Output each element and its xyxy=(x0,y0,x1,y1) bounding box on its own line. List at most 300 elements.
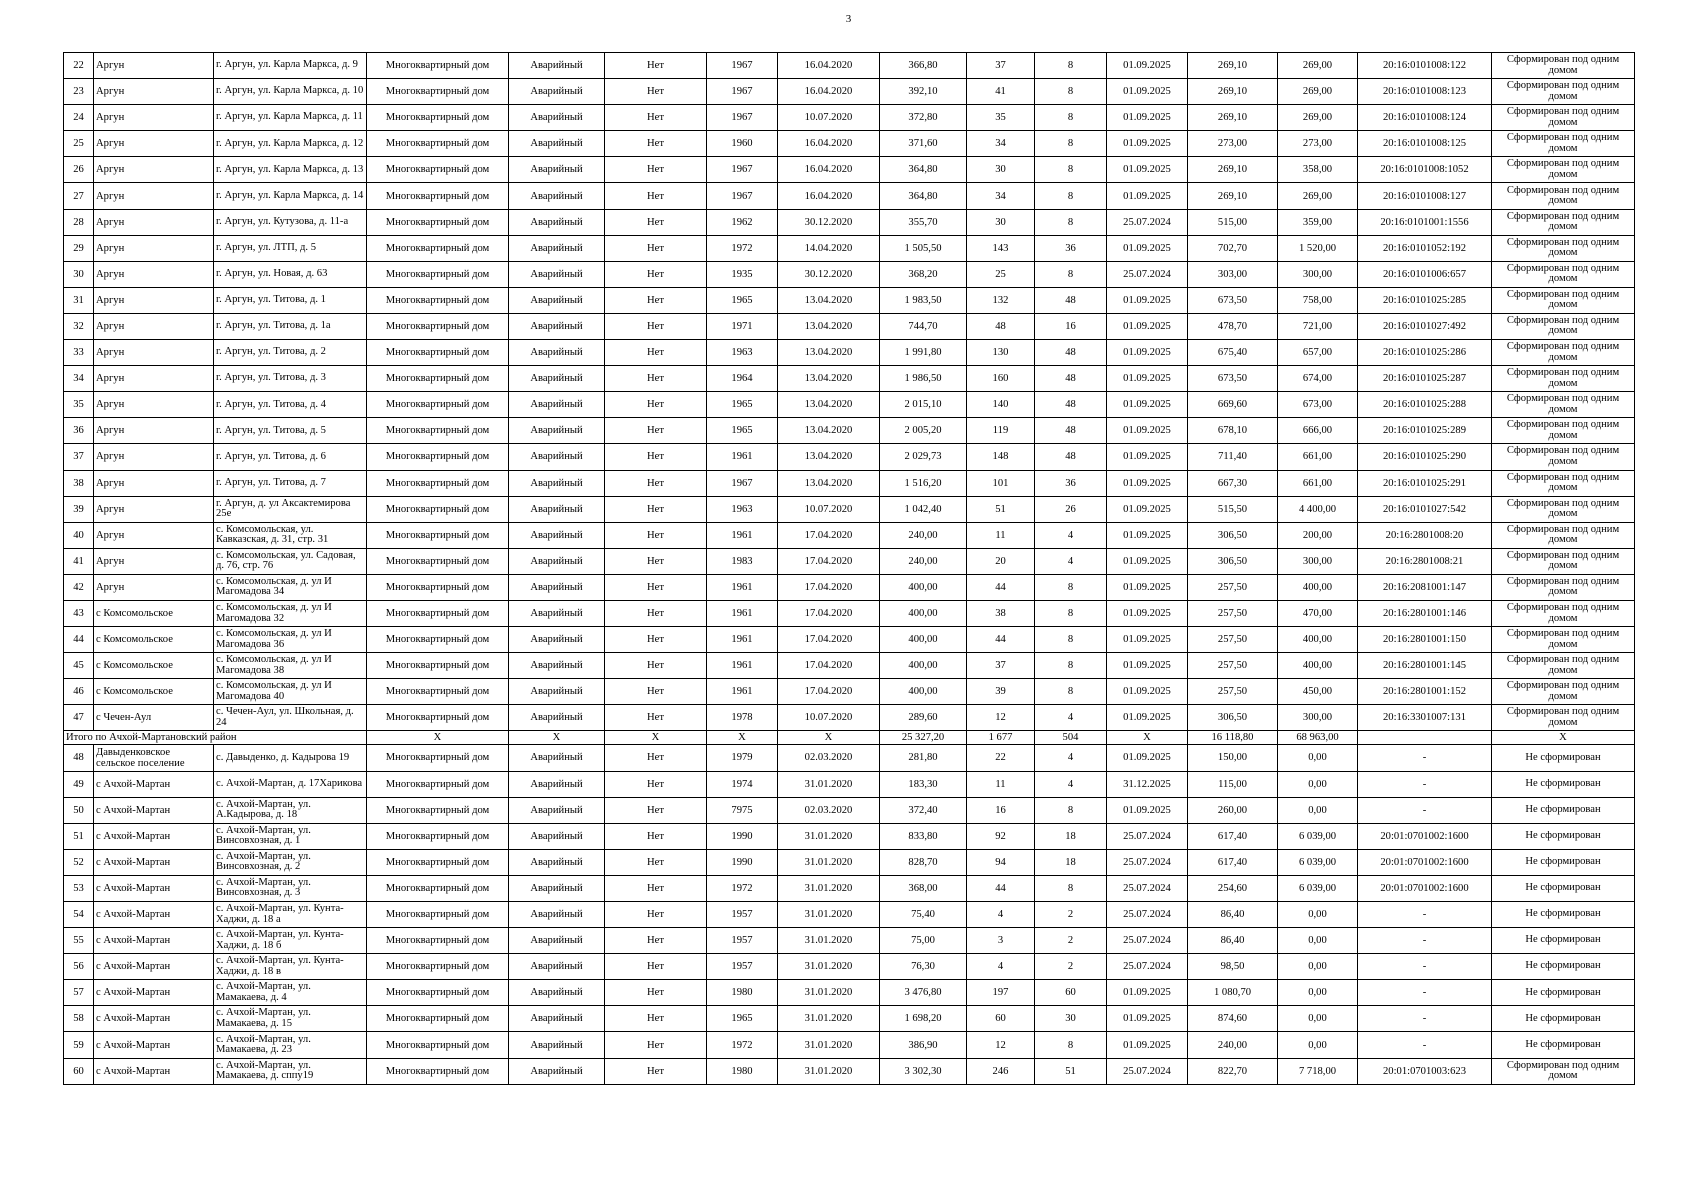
cell-area: 400,00 xyxy=(880,653,967,679)
cell-build-year: 1965 xyxy=(707,418,778,444)
table-row xyxy=(64,600,1635,626)
cell-cadastral-number: 20:16:0101006:657 xyxy=(1358,261,1492,287)
cell-residents: 51 xyxy=(967,496,1035,522)
cell-address: г. Аргун, ул. Титова, д. 4 xyxy=(214,392,367,418)
cell-area-b: 86,40 xyxy=(1188,902,1278,928)
cell-area-b: 675,40 xyxy=(1188,340,1278,366)
cell-residents: 4 xyxy=(967,902,1035,928)
cell-recognized: Нет xyxy=(605,105,707,131)
cell-row-number: 55 xyxy=(64,928,94,954)
cell-area-b: 306,50 xyxy=(1188,705,1278,731)
cell-recognition-date: 13.04.2020 xyxy=(778,418,880,444)
cell-area: 240,00 xyxy=(880,548,967,574)
cell-land-plot-status: Сформирован под одним домом xyxy=(1492,313,1635,339)
cell-residents: 44 xyxy=(967,627,1035,653)
cell-address: г. Аргун, ул. Титова, д. 6 xyxy=(214,444,367,470)
cell-area: 75,00 xyxy=(880,928,967,954)
cell-area-b: 257,50 xyxy=(1188,679,1278,705)
cell-recognized: Нет xyxy=(605,1032,707,1058)
cell-land-plot-status: Не сформирован xyxy=(1492,928,1635,954)
cell-resettlement-date: 01.09.2025 xyxy=(1107,548,1188,574)
cell-recognized: Нет xyxy=(605,980,707,1006)
cell-resettlement-date: 01.09.2025 xyxy=(1107,1032,1188,1058)
cell-area-b: 617,40 xyxy=(1188,823,1278,849)
cell-cadastral-number: - xyxy=(1358,1032,1492,1058)
cell-row-number: 40 xyxy=(64,522,94,548)
cell-municipality: с Ачхой-Мартан xyxy=(94,797,214,823)
cell-row-number: 30 xyxy=(64,261,94,287)
cell-condition: Аварийный xyxy=(509,679,605,705)
cell-address: г. Аргун, ул. Титова, д. 1 xyxy=(214,287,367,313)
cell-apartments: 18 xyxy=(1035,823,1107,849)
cell-area: 355,70 xyxy=(880,209,967,235)
cell-land-plot-status: Сформирован под одним домом xyxy=(1492,470,1635,496)
cell-resettlement-date: 25.07.2024 xyxy=(1107,209,1188,235)
cell-apartments: 4 xyxy=(1035,771,1107,797)
cell-building-type: Многоквартирный дом xyxy=(367,823,509,849)
cell-area-c: 300,00 xyxy=(1278,705,1358,731)
cell-condition: Аварийный xyxy=(509,875,605,901)
cell-recognition-date: 31.01.2020 xyxy=(778,849,880,875)
cell-address: с. Ачхой-Мартан, ул. А.Кадырова, д. 18 xyxy=(214,797,367,823)
cell-address: с. Ачхой-Мартан, ул. Мамакаева, д. 4 xyxy=(214,980,367,1006)
cell-recognized: Нет xyxy=(605,235,707,261)
cell-condition: Аварийный xyxy=(509,980,605,1006)
cell-area-c: 7 718,00 xyxy=(1278,1058,1358,1084)
cell-condition: Аварийный xyxy=(509,797,605,823)
cell-municipality: Аргун xyxy=(94,522,214,548)
cell-building-type: Многоквартирный дом xyxy=(367,131,509,157)
cell-condition: Аварийный xyxy=(509,53,605,79)
subtotal-cell-resettlement-date: X xyxy=(1107,731,1188,745)
cell-area-b: 273,00 xyxy=(1188,131,1278,157)
subtotal-cell-recognition-date: X xyxy=(778,731,880,745)
cell-area: 281,80 xyxy=(880,745,967,771)
cell-area-b: 269,10 xyxy=(1188,53,1278,79)
cell-cadastral-number: - xyxy=(1358,1006,1492,1032)
subtotal-row xyxy=(64,731,1635,745)
cell-residents: 160 xyxy=(967,366,1035,392)
cell-row-number: 31 xyxy=(64,287,94,313)
cell-build-year: 1962 xyxy=(707,209,778,235)
cell-area-c: 0,00 xyxy=(1278,928,1358,954)
cell-area: 183,30 xyxy=(880,771,967,797)
table-row xyxy=(64,470,1635,496)
cell-build-year: 1961 xyxy=(707,600,778,626)
cell-residents: 246 xyxy=(967,1058,1035,1084)
cell-recognition-date: 02.03.2020 xyxy=(778,797,880,823)
cell-area-c: 0,00 xyxy=(1278,797,1358,823)
cell-condition: Аварийный xyxy=(509,235,605,261)
cell-area-c: 400,00 xyxy=(1278,574,1358,600)
cell-build-year: 1935 xyxy=(707,261,778,287)
cell-recognition-date: 30.12.2020 xyxy=(778,209,880,235)
cell-area: 366,80 xyxy=(880,53,967,79)
cell-residents: 197 xyxy=(967,980,1035,1006)
cell-area-b: 269,10 xyxy=(1188,183,1278,209)
cell-cadastral-number: 20:16:2801008:21 xyxy=(1358,548,1492,574)
cell-cadastral-number: 20:16:0101008:125 xyxy=(1358,131,1492,157)
cell-area: 833,80 xyxy=(880,823,967,849)
cell-address: с. Комсомольская, д. ул И Магомадова 36 xyxy=(214,627,367,653)
cell-municipality: с Ачхой-Мартан xyxy=(94,1032,214,1058)
cell-residents: 11 xyxy=(967,771,1035,797)
cell-row-number: 44 xyxy=(64,627,94,653)
cell-land-plot-status: Не сформирован xyxy=(1492,875,1635,901)
cell-address: с. Ачхой-Мартан, ул. Винсовхозная, д. 2 xyxy=(214,849,367,875)
cell-row-number: 23 xyxy=(64,79,94,105)
cell-residents: 119 xyxy=(967,418,1035,444)
cell-area-c: 300,00 xyxy=(1278,548,1358,574)
cell-recognized: Нет xyxy=(605,261,707,287)
cell-recognition-date: 31.01.2020 xyxy=(778,771,880,797)
cell-residents: 38 xyxy=(967,600,1035,626)
cell-address: г. Аргун, д. ул Аксактемирова 25е xyxy=(214,496,367,522)
cell-recognition-date: 10.07.2020 xyxy=(778,496,880,522)
cell-municipality: с Ачхой-Мартан xyxy=(94,875,214,901)
cell-build-year: 1972 xyxy=(707,235,778,261)
cell-recognized: Нет xyxy=(605,209,707,235)
cell-condition: Аварийный xyxy=(509,79,605,105)
cell-resettlement-date: 01.09.2025 xyxy=(1107,235,1188,261)
cell-municipality: Аргун xyxy=(94,287,214,313)
cell-recognition-date: 31.01.2020 xyxy=(778,1032,880,1058)
cell-apartments: 2 xyxy=(1035,902,1107,928)
cell-address: с. Чечен-Аул, ул. Школьная, д. 24 xyxy=(214,705,367,731)
cell-residents: 101 xyxy=(967,470,1035,496)
cell-row-number: 51 xyxy=(64,823,94,849)
cell-build-year: 1961 xyxy=(707,627,778,653)
cell-area-c: 0,00 xyxy=(1278,1032,1358,1058)
cell-area-c: 0,00 xyxy=(1278,745,1358,771)
cell-apartments: 8 xyxy=(1035,183,1107,209)
cell-address: г. Аргун, ул. Титова, д. 7 xyxy=(214,470,367,496)
cell-cadastral-number: 20:16:0101025:290 xyxy=(1358,444,1492,470)
table-row xyxy=(64,209,1635,235)
table-row xyxy=(64,954,1635,980)
cell-area-b: 711,40 xyxy=(1188,444,1278,470)
cell-resettlement-date: 01.09.2025 xyxy=(1107,105,1188,131)
cell-building-type: Многоквартирный дом xyxy=(367,209,509,235)
table-row xyxy=(64,548,1635,574)
cell-municipality: с Ачхой-Мартан xyxy=(94,928,214,954)
cell-municipality: Аргун xyxy=(94,53,214,79)
cell-building-type: Многоквартирный дом xyxy=(367,849,509,875)
cell-address: с. Ачхой-Мартан, ул. Мамакаева, д. 15 xyxy=(214,1006,367,1032)
cell-recognized: Нет xyxy=(605,771,707,797)
cell-area-b: 1 080,70 xyxy=(1188,980,1278,1006)
cell-municipality: с Ачхой-Мартан xyxy=(94,1006,214,1032)
cell-condition: Аварийный xyxy=(509,131,605,157)
cell-area-b: 822,70 xyxy=(1188,1058,1278,1084)
cell-build-year: 1990 xyxy=(707,823,778,849)
cell-recognition-date: 10.07.2020 xyxy=(778,105,880,131)
cell-address: с. Комсомольская, д. ул И Магомадова 38 xyxy=(214,653,367,679)
cell-area-b: 269,10 xyxy=(1188,79,1278,105)
cell-area: 364,80 xyxy=(880,157,967,183)
cell-municipality: с Комсомольское xyxy=(94,600,214,626)
cell-land-plot-status: Сформирован под одним домом xyxy=(1492,418,1635,444)
cell-land-plot-status: Сформирован под одним домом xyxy=(1492,653,1635,679)
cell-resettlement-date: 25.07.2024 xyxy=(1107,261,1188,287)
cell-area-b: 257,50 xyxy=(1188,600,1278,626)
cell-condition: Аварийный xyxy=(509,771,605,797)
cell-land-plot-status: Сформирован под одним домом xyxy=(1492,522,1635,548)
cell-address: с. Ачхой-Мартан, ул. Кунта-Хаджи, д. 18 б xyxy=(214,928,367,954)
cell-apartments: 8 xyxy=(1035,679,1107,705)
cell-recognized: Нет xyxy=(605,600,707,626)
cell-area: 75,40 xyxy=(880,902,967,928)
cell-condition: Аварийный xyxy=(509,705,605,731)
cell-row-number: 46 xyxy=(64,679,94,705)
cell-build-year: 1957 xyxy=(707,954,778,980)
cell-recognized: Нет xyxy=(605,496,707,522)
cell-recognition-date: 31.01.2020 xyxy=(778,823,880,849)
cell-apartments: 8 xyxy=(1035,79,1107,105)
cell-build-year: 1967 xyxy=(707,53,778,79)
cell-apartments: 8 xyxy=(1035,653,1107,679)
table-row xyxy=(64,392,1635,418)
cell-recognition-date: 13.04.2020 xyxy=(778,313,880,339)
cell-apartments: 30 xyxy=(1035,1006,1107,1032)
cell-area-c: 200,00 xyxy=(1278,522,1358,548)
cell-apartments: 18 xyxy=(1035,849,1107,875)
cell-recognized: Нет xyxy=(605,79,707,105)
cell-resettlement-date: 25.07.2024 xyxy=(1107,954,1188,980)
cell-apartments: 16 xyxy=(1035,313,1107,339)
cell-condition: Аварийный xyxy=(509,745,605,771)
cell-land-plot-status: Сформирован под одним домом xyxy=(1492,548,1635,574)
cell-row-number: 43 xyxy=(64,600,94,626)
cell-build-year: 1967 xyxy=(707,105,778,131)
cell-area-c: 470,00 xyxy=(1278,600,1358,626)
cell-build-year: 1963 xyxy=(707,496,778,522)
cell-build-year: 1965 xyxy=(707,287,778,313)
cell-recognized: Нет xyxy=(605,392,707,418)
cell-row-number: 59 xyxy=(64,1032,94,1058)
cell-area: 1 991,80 xyxy=(880,340,967,366)
table-row xyxy=(64,928,1635,954)
cell-address: г. Аргун, ул. Карла Маркса, д. 12 xyxy=(214,131,367,157)
cell-residents: 92 xyxy=(967,823,1035,849)
table-row xyxy=(64,849,1635,875)
cell-area-c: 0,00 xyxy=(1278,771,1358,797)
table-row xyxy=(64,235,1635,261)
cell-resettlement-date: 01.09.2025 xyxy=(1107,627,1188,653)
cell-apartments: 48 xyxy=(1035,392,1107,418)
cell-recognized: Нет xyxy=(605,705,707,731)
cell-municipality: Аргун xyxy=(94,105,214,131)
cell-area-c: 0,00 xyxy=(1278,980,1358,1006)
table-row xyxy=(64,131,1635,157)
cell-condition: Аварийный xyxy=(509,392,605,418)
cell-residents: 44 xyxy=(967,875,1035,901)
cell-condition: Аварийный xyxy=(509,902,605,928)
subtotal-cell-cadastral-number xyxy=(1358,731,1492,745)
cell-cadastral-number: 20:16:2801001:150 xyxy=(1358,627,1492,653)
cell-area: 400,00 xyxy=(880,574,967,600)
cell-area: 2 015,10 xyxy=(880,392,967,418)
cell-area: 364,80 xyxy=(880,183,967,209)
cell-recognized: Нет xyxy=(605,183,707,209)
cell-municipality: Аргун xyxy=(94,313,214,339)
cell-address: с. Ачхой-Мартан, ул. Мамакаева, д. 23 xyxy=(214,1032,367,1058)
subtotal-cell-building-type: X xyxy=(367,731,509,745)
cell-condition: Аварийный xyxy=(509,105,605,131)
cell-land-plot-status: Сформирован под одним домом xyxy=(1492,53,1635,79)
cell-municipality: с Ачхой-Мартан xyxy=(94,980,214,1006)
cell-area: 400,00 xyxy=(880,600,967,626)
cell-recognized: Нет xyxy=(605,928,707,954)
cell-apartments: 8 xyxy=(1035,53,1107,79)
cell-apartments: 8 xyxy=(1035,600,1107,626)
cell-area-b: 515,00 xyxy=(1188,209,1278,235)
cell-area-c: 6 039,00 xyxy=(1278,823,1358,849)
cell-area-c: 400,00 xyxy=(1278,653,1358,679)
cell-area: 372,40 xyxy=(880,797,967,823)
cell-building-type: Многоквартирный дом xyxy=(367,954,509,980)
cell-row-number: 47 xyxy=(64,705,94,731)
cell-building-type: Многоквартирный дом xyxy=(367,627,509,653)
cell-area: 1 698,20 xyxy=(880,1006,967,1032)
cell-condition: Аварийный xyxy=(509,928,605,954)
cell-area-b: 617,40 xyxy=(1188,849,1278,875)
cell-area: 1 042,40 xyxy=(880,496,967,522)
cell-area-b: 115,00 xyxy=(1188,771,1278,797)
cell-residents: 37 xyxy=(967,653,1035,679)
cell-row-number: 25 xyxy=(64,131,94,157)
cell-apartments: 48 xyxy=(1035,366,1107,392)
cell-building-type: Многоквартирный дом xyxy=(367,79,509,105)
cell-building-type: Многоквартирный дом xyxy=(367,235,509,261)
cell-condition: Аварийный xyxy=(509,954,605,980)
cell-area-c: 273,00 xyxy=(1278,131,1358,157)
cell-address: г. Аргун, ул. Карла Маркса, д. 9 xyxy=(214,53,367,79)
cell-row-number: 48 xyxy=(64,745,94,771)
cell-municipality: Аргун xyxy=(94,574,214,600)
cell-area: 1 986,50 xyxy=(880,366,967,392)
cell-building-type: Многоквартирный дом xyxy=(367,418,509,444)
cell-address: г. Аргун, ул. Титова, д. 3 xyxy=(214,366,367,392)
cell-build-year: 1961 xyxy=(707,653,778,679)
cell-condition: Аварийный xyxy=(509,1032,605,1058)
cell-building-type: Многоквартирный дом xyxy=(367,392,509,418)
page-number: 3 xyxy=(845,13,852,25)
subtotal-cell-land-plot-status: X xyxy=(1492,731,1635,745)
cell-municipality: Аргун xyxy=(94,392,214,418)
cell-recognition-date: 31.01.2020 xyxy=(778,902,880,928)
cell-recognized: Нет xyxy=(605,823,707,849)
cell-resettlement-date: 25.07.2024 xyxy=(1107,1058,1188,1084)
cell-building-type: Многоквартирный дом xyxy=(367,797,509,823)
cell-land-plot-status: Сформирован под одним домом xyxy=(1492,574,1635,600)
cell-area-b: 98,50 xyxy=(1188,954,1278,980)
cell-area-b: 306,50 xyxy=(1188,548,1278,574)
cell-row-number: 49 xyxy=(64,771,94,797)
cell-recognition-date: 13.04.2020 xyxy=(778,444,880,470)
cell-land-plot-status: Сформирован под одним домом xyxy=(1492,366,1635,392)
cell-address: с. Комсомольская, ул. Кавказская, д. 31, стр. 31 xyxy=(214,522,367,548)
cell-apartments: 8 xyxy=(1035,261,1107,287)
cell-area-c: 0,00 xyxy=(1278,902,1358,928)
cell-land-plot-status: Сформирован под одним домом xyxy=(1492,105,1635,131)
cell-area-c: 269,00 xyxy=(1278,105,1358,131)
cell-recognition-date: 16.04.2020 xyxy=(778,79,880,105)
cell-recognition-date: 16.04.2020 xyxy=(778,157,880,183)
cell-land-plot-status: Сформирован под одним домом xyxy=(1492,340,1635,366)
cell-resettlement-date: 01.09.2025 xyxy=(1107,600,1188,626)
cell-building-type: Многоквартирный дом xyxy=(367,1032,509,1058)
table-row xyxy=(64,79,1635,105)
cell-area: 392,10 xyxy=(880,79,967,105)
cell-land-plot-status: Не сформирован xyxy=(1492,902,1635,928)
cell-recognized: Нет xyxy=(605,157,707,183)
cell-residents: 94 xyxy=(967,849,1035,875)
cell-cadastral-number: 20:16:2801001:146 xyxy=(1358,600,1492,626)
cell-municipality: Аргун xyxy=(94,470,214,496)
table-row xyxy=(64,496,1635,522)
cell-row-number: 56 xyxy=(64,954,94,980)
cell-building-type: Многоквартирный дом xyxy=(367,1006,509,1032)
cell-condition: Аварийный xyxy=(509,444,605,470)
cell-resettlement-date: 01.09.2025 xyxy=(1107,522,1188,548)
cell-resettlement-date: 01.09.2025 xyxy=(1107,157,1188,183)
cell-address: с. Комсомольская, д. ул И Магомадова 40 xyxy=(214,679,367,705)
cell-area: 240,00 xyxy=(880,522,967,548)
cell-recognition-date: 31.01.2020 xyxy=(778,1006,880,1032)
cell-area-b: 678,10 xyxy=(1188,418,1278,444)
cell-row-number: 50 xyxy=(64,797,94,823)
cell-land-plot-status: Не сформирован xyxy=(1492,745,1635,771)
cell-recognition-date: 31.01.2020 xyxy=(778,875,880,901)
cell-row-number: 45 xyxy=(64,653,94,679)
cell-row-number: 53 xyxy=(64,875,94,901)
cell-resettlement-date: 31.12.2025 xyxy=(1107,771,1188,797)
cell-build-year: 1967 xyxy=(707,183,778,209)
cell-area-c: 358,00 xyxy=(1278,157,1358,183)
cell-land-plot-status: Сформирован под одним домом xyxy=(1492,79,1635,105)
cell-land-plot-status: Не сформирован xyxy=(1492,849,1635,875)
cell-area-b: 478,70 xyxy=(1188,313,1278,339)
subtotal-cell-area: 25 327,20 xyxy=(880,731,967,745)
cell-municipality: Аргун xyxy=(94,444,214,470)
cell-municipality: с Ачхой-Мартан xyxy=(94,771,214,797)
cell-building-type: Многоквартирный дом xyxy=(367,745,509,771)
cell-municipality: Аргун xyxy=(94,366,214,392)
cell-area-c: 4 400,00 xyxy=(1278,496,1358,522)
cell-resettlement-date: 01.09.2025 xyxy=(1107,183,1188,209)
subtotal-cell-area-b: 16 118,80 xyxy=(1188,731,1278,745)
cell-row-number: 54 xyxy=(64,902,94,928)
cell-area: 371,60 xyxy=(880,131,967,157)
cell-apartments: 8 xyxy=(1035,131,1107,157)
cell-area-b: 515,50 xyxy=(1188,496,1278,522)
cell-address: с. Ачхой-Мартан, ул. Кунта-Хаджи, д. 18 в xyxy=(214,954,367,980)
cell-residents: 41 xyxy=(967,79,1035,105)
subtotal-cell-area-c: 68 963,00 xyxy=(1278,731,1358,745)
cell-area-b: 269,10 xyxy=(1188,105,1278,131)
cell-building-type: Многоквартирный дом xyxy=(367,653,509,679)
cell-building-type: Многоквартирный дом xyxy=(367,470,509,496)
cell-residents: 44 xyxy=(967,574,1035,600)
cell-land-plot-status: Сформирован под одним домом xyxy=(1492,131,1635,157)
cell-residents: 132 xyxy=(967,287,1035,313)
cell-condition: Аварийный xyxy=(509,627,605,653)
cell-residents: 16 xyxy=(967,797,1035,823)
cell-condition: Аварийный xyxy=(509,183,605,209)
cell-address: г. Аргун, ул. Титова, д. 1а xyxy=(214,313,367,339)
cell-recognition-date: 31.01.2020 xyxy=(778,1058,880,1084)
